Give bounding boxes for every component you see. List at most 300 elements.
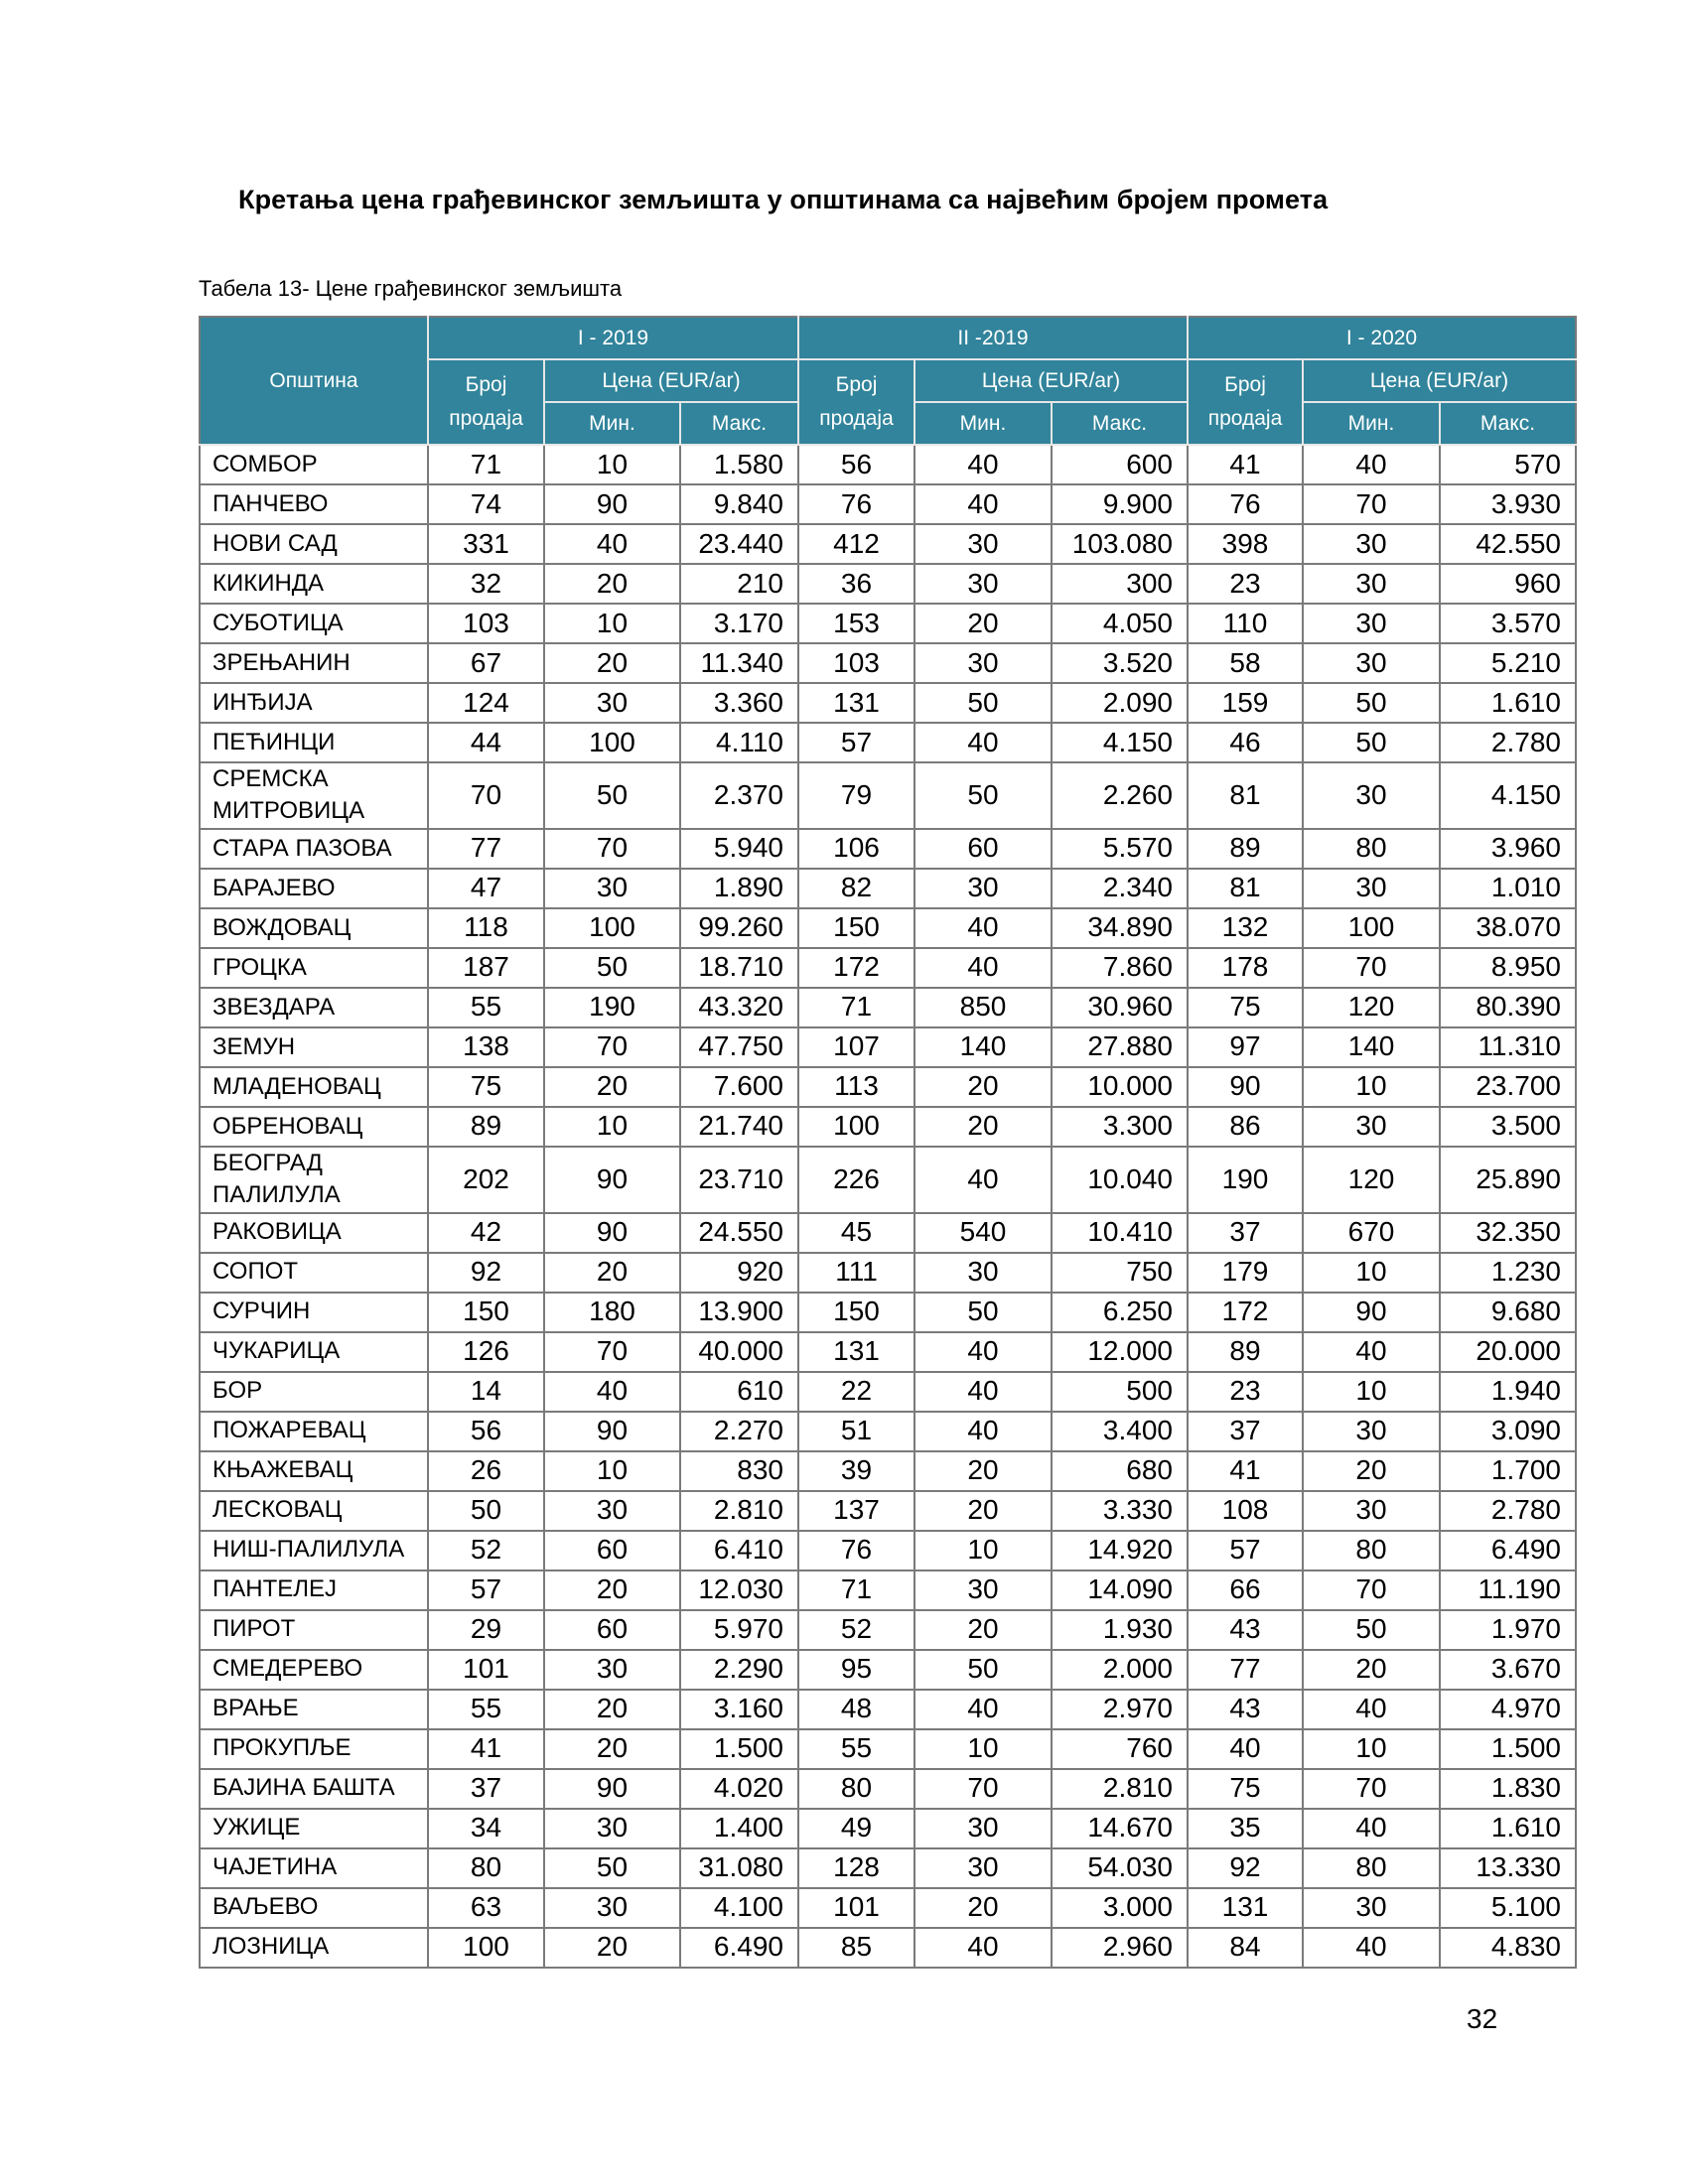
max-price-cell: 3.670 <box>1440 1650 1576 1690</box>
min-price-cell: 30 <box>544 869 680 908</box>
max-price-cell: 760 <box>1052 1729 1188 1769</box>
max-price-cell: 3.170 <box>680 604 798 643</box>
count-cell: 49 <box>798 1809 914 1848</box>
min-price-cell: 190 <box>544 988 680 1027</box>
max-price-cell: 6.410 <box>680 1531 798 1570</box>
count-cell: 80 <box>798 1769 914 1809</box>
count-cell: 124 <box>428 683 544 723</box>
municipality-name: СОПОТ <box>200 1253 428 1293</box>
table-row <box>200 1491 1576 1531</box>
min-price-cell: 10 <box>544 1451 680 1491</box>
count-cell: 29 <box>428 1610 544 1650</box>
count-cell: 26 <box>428 1451 544 1491</box>
max-price-cell: 9.900 <box>1052 484 1188 524</box>
page-number: 32 <box>1467 2003 1498 2034</box>
table-row <box>200 1412 1576 1451</box>
min-price-cell: 20 <box>544 1253 680 1293</box>
count-cell: 56 <box>798 445 914 484</box>
min-price-cell: 50 <box>914 762 1052 829</box>
count-cell: 41 <box>1188 1451 1303 1491</box>
count-cell: 47 <box>428 869 544 908</box>
min-price-cell: 670 <box>1303 1213 1440 1253</box>
min-price-cell: 540 <box>914 1213 1052 1253</box>
max-price-cell: 3.360 <box>680 683 798 723</box>
count-cell: 79 <box>798 762 914 829</box>
table-row <box>200 683 1576 723</box>
table-row <box>200 988 1576 1027</box>
max-price-cell: 103.080 <box>1052 524 1188 564</box>
max-price-cell: 38.070 <box>1440 908 1576 948</box>
table-row <box>200 1213 1576 1253</box>
min-price-cell: 70 <box>1303 948 1440 988</box>
min-price-cell: 30 <box>914 869 1052 908</box>
min-price-cell: 20 <box>914 604 1052 643</box>
table-caption: Табела 13- Цене грађевинског земљишта <box>199 276 623 301</box>
max-price-cell: 600 <box>1052 445 1188 484</box>
count-cell: 100 <box>428 1928 544 1968</box>
count-cell: 95 <box>798 1650 914 1690</box>
max-price-cell: 10.000 <box>1052 1067 1188 1107</box>
municipality-name: ПОЖАРЕВАЦ <box>200 1412 428 1451</box>
count-cell: 71 <box>798 988 914 1027</box>
table-row <box>200 1848 1576 1888</box>
min-price-cell: 20 <box>544 1690 680 1729</box>
min-price-cell: 50 <box>1303 1610 1440 1650</box>
count-cell: 75 <box>1188 988 1303 1027</box>
municipality-name: БОР <box>200 1372 428 1412</box>
section-title: Кретања цена грађевинског земљишта у општинама са највећим бројем промета <box>238 185 1329 214</box>
max-price-cell: 3.330 <box>1052 1491 1188 1531</box>
table-row <box>200 1332 1576 1372</box>
table-row <box>200 1690 1576 1729</box>
table-row <box>200 723 1576 762</box>
max-price-cell: 11.310 <box>1440 1027 1576 1067</box>
min-price-cell: 50 <box>1303 723 1440 762</box>
count-cell: 398 <box>1188 524 1303 564</box>
header-max-3: Макс. <box>1440 402 1576 445</box>
min-price-cell: 20 <box>544 564 680 604</box>
max-price-cell: 7.600 <box>680 1067 798 1107</box>
header-max-2: Макс. <box>1052 402 1188 445</box>
count-cell: 81 <box>1188 762 1303 829</box>
count-cell: 97 <box>1188 1027 1303 1067</box>
min-price-cell: 30 <box>914 643 1052 683</box>
count-cell: 138 <box>428 1027 544 1067</box>
count-cell: 137 <box>798 1491 914 1531</box>
count-cell: 74 <box>428 484 544 524</box>
max-price-cell: 1.930 <box>1052 1610 1188 1650</box>
max-price-cell: 3.160 <box>680 1690 798 1729</box>
min-price-cell: 20 <box>544 643 680 683</box>
count-cell: 51 <box>798 1412 914 1451</box>
count-cell: 57 <box>428 1570 544 1610</box>
table-row <box>200 948 1576 988</box>
max-price-cell: 3.930 <box>1440 484 1576 524</box>
max-price-cell: 14.670 <box>1052 1809 1188 1848</box>
count-cell: 58 <box>1188 643 1303 683</box>
min-price-cell: 90 <box>544 1213 680 1253</box>
min-price-cell: 30 <box>1303 762 1440 829</box>
max-price-cell: 830 <box>680 1451 798 1491</box>
header-min-1: Мин. <box>544 402 680 445</box>
max-price-cell: 2.960 <box>1052 1928 1188 1968</box>
max-price-cell: 2.970 <box>1052 1690 1188 1729</box>
min-price-cell: 30 <box>544 1809 680 1848</box>
max-price-cell: 4.100 <box>680 1888 798 1928</box>
max-price-cell: 24.550 <box>680 1213 798 1253</box>
table-row <box>200 1888 1576 1928</box>
header-period-2: II -2019 <box>798 317 1188 359</box>
municipality-name: ПРОКУПЉЕ <box>200 1729 428 1769</box>
min-price-cell: 60 <box>544 1531 680 1570</box>
max-price-cell: 43.320 <box>680 988 798 1027</box>
count-cell: 40 <box>1188 1729 1303 1769</box>
max-price-cell: 11.190 <box>1440 1570 1576 1610</box>
table-row <box>200 1729 1576 1769</box>
min-price-cell: 50 <box>914 1650 1052 1690</box>
min-price-cell: 10 <box>1303 1729 1440 1769</box>
count-cell: 190 <box>1188 1147 1303 1213</box>
min-price-cell: 60 <box>914 829 1052 869</box>
min-price-cell: 100 <box>1303 908 1440 948</box>
count-cell: 89 <box>1188 1332 1303 1372</box>
max-price-cell: 2.370 <box>680 762 798 829</box>
header-municipality: Општина <box>200 317 428 445</box>
min-price-cell: 70 <box>544 1332 680 1372</box>
min-price-cell: 30 <box>914 1570 1052 1610</box>
count-cell: 57 <box>798 723 914 762</box>
count-cell: 103 <box>798 643 914 683</box>
count-cell: 132 <box>1188 908 1303 948</box>
max-price-cell: 680 <box>1052 1451 1188 1491</box>
count-cell: 71 <box>428 445 544 484</box>
min-price-cell: 30 <box>544 1888 680 1928</box>
count-cell: 48 <box>798 1690 914 1729</box>
municipality-name: ОБРЕНОВАЦ <box>200 1107 428 1147</box>
max-price-cell: 7.860 <box>1052 948 1188 988</box>
min-price-cell: 40 <box>1303 1690 1440 1729</box>
count-cell: 412 <box>798 524 914 564</box>
count-cell: 187 <box>428 948 544 988</box>
table-row <box>200 445 1576 484</box>
min-price-cell: 70 <box>914 1769 1052 1809</box>
min-price-cell: 120 <box>1303 1147 1440 1213</box>
max-price-cell: 1.610 <box>1440 1809 1576 1848</box>
max-price-cell: 610 <box>680 1372 798 1412</box>
min-price-cell: 80 <box>1303 1531 1440 1570</box>
count-cell: 44 <box>428 723 544 762</box>
municipality-name: СМЕДЕРЕВО <box>200 1650 428 1690</box>
min-price-cell: 90 <box>544 1147 680 1213</box>
count-cell: 76 <box>798 1531 914 1570</box>
min-price-cell: 70 <box>544 1027 680 1067</box>
min-price-cell: 30 <box>914 1848 1052 1888</box>
min-price-cell: 10 <box>1303 1067 1440 1107</box>
municipality-name: ВРАЊЕ <box>200 1690 428 1729</box>
min-price-cell: 40 <box>914 1332 1052 1372</box>
min-price-cell: 40 <box>914 723 1052 762</box>
count-cell: 111 <box>798 1253 914 1293</box>
table-row <box>200 604 1576 643</box>
max-price-cell: 2.090 <box>1052 683 1188 723</box>
table-header <box>200 317 1576 445</box>
count-cell: 90 <box>1188 1067 1303 1107</box>
count-cell: 43 <box>1188 1610 1303 1650</box>
max-price-cell: 23.710 <box>680 1147 798 1213</box>
min-price-cell: 30 <box>1303 1491 1440 1531</box>
count-cell: 41 <box>1188 445 1303 484</box>
min-price-cell: 180 <box>544 1293 680 1332</box>
count-cell: 81 <box>1188 869 1303 908</box>
min-price-cell: 30 <box>1303 604 1440 643</box>
count-cell: 37 <box>1188 1412 1303 1451</box>
max-price-cell: 2.000 <box>1052 1650 1188 1690</box>
min-price-cell: 10 <box>914 1729 1052 1769</box>
min-price-cell: 20 <box>544 1729 680 1769</box>
table-row <box>200 1928 1576 1968</box>
min-price-cell: 70 <box>1303 1570 1440 1610</box>
count-cell: 42 <box>428 1213 544 1253</box>
max-price-cell: 1.500 <box>1440 1729 1576 1769</box>
count-cell: 92 <box>1188 1848 1303 1888</box>
count-cell: 55 <box>428 988 544 1027</box>
min-price-cell: 30 <box>914 1809 1052 1848</box>
min-price-cell: 40 <box>914 445 1052 484</box>
min-price-cell: 90 <box>544 1412 680 1451</box>
count-cell: 41 <box>428 1729 544 1769</box>
min-price-cell: 20 <box>544 1928 680 1968</box>
count-cell: 126 <box>428 1332 544 1372</box>
table-row <box>200 908 1576 948</box>
max-price-cell: 1.700 <box>1440 1451 1576 1491</box>
max-price-cell: 32.350 <box>1440 1213 1576 1253</box>
min-price-cell: 20 <box>914 1888 1052 1928</box>
min-price-cell: 30 <box>1303 564 1440 604</box>
count-cell: 89 <box>428 1107 544 1147</box>
max-price-cell: 47.750 <box>680 1027 798 1067</box>
min-price-cell: 40 <box>1303 1332 1440 1372</box>
max-price-cell: 23.440 <box>680 524 798 564</box>
count-cell: 63 <box>428 1888 544 1928</box>
max-price-cell: 2.810 <box>1052 1769 1188 1809</box>
header-price-3: Цена (EUR/ar) <box>1303 359 1576 402</box>
min-price-cell: 40 <box>544 1372 680 1412</box>
min-price-cell: 40 <box>544 524 680 564</box>
count-cell: 56 <box>428 1412 544 1451</box>
max-price-cell: 2.780 <box>1440 723 1576 762</box>
max-price-cell: 12.000 <box>1052 1332 1188 1372</box>
table-row <box>200 1067 1576 1107</box>
max-price-cell: 5.970 <box>680 1610 798 1650</box>
max-price-cell: 2.780 <box>1440 1491 1576 1531</box>
header-period-1: I - 2019 <box>428 317 798 359</box>
table-body <box>200 445 1576 1968</box>
header-max-1: Макс. <box>680 402 798 445</box>
count-cell: 110 <box>1188 604 1303 643</box>
count-cell: 55 <box>428 1690 544 1729</box>
min-price-cell: 30 <box>1303 643 1440 683</box>
header-count-2: Број продаја <box>798 359 914 445</box>
header-count-3: Број продаја <box>1188 359 1303 445</box>
count-cell: 100 <box>798 1107 914 1147</box>
max-price-cell: 1.940 <box>1440 1372 1576 1412</box>
max-price-cell: 2.810 <box>680 1491 798 1531</box>
table-row <box>200 869 1576 908</box>
min-price-cell: 70 <box>1303 1769 1440 1809</box>
min-price-cell: 30 <box>914 564 1052 604</box>
max-price-cell: 14.090 <box>1052 1570 1188 1610</box>
count-cell: 82 <box>798 869 914 908</box>
max-price-cell: 21.740 <box>680 1107 798 1147</box>
max-price-cell: 3.400 <box>1052 1412 1188 1451</box>
min-price-cell: 20 <box>544 1067 680 1107</box>
max-price-cell: 1.970 <box>1440 1610 1576 1650</box>
count-cell: 57 <box>1188 1531 1303 1570</box>
table-row <box>200 524 1576 564</box>
min-price-cell: 100 <box>544 908 680 948</box>
count-cell: 108 <box>1188 1491 1303 1531</box>
table-row <box>200 643 1576 683</box>
min-price-cell: 30 <box>1303 524 1440 564</box>
count-cell: 113 <box>798 1067 914 1107</box>
count-cell: 70 <box>428 762 544 829</box>
max-price-cell: 2.290 <box>680 1650 798 1690</box>
count-cell: 77 <box>1188 1650 1303 1690</box>
count-cell: 131 <box>798 683 914 723</box>
count-cell: 128 <box>798 1848 914 1888</box>
count-cell: 52 <box>428 1531 544 1570</box>
min-price-cell: 70 <box>1303 484 1440 524</box>
min-price-cell: 40 <box>914 1147 1052 1213</box>
municipality-name: НИШ-ПАЛИЛУЛА <box>200 1531 428 1570</box>
min-price-cell: 40 <box>914 1372 1052 1412</box>
max-price-cell: 23.700 <box>1440 1067 1576 1107</box>
count-cell: 23 <box>1188 1372 1303 1412</box>
count-cell: 46 <box>1188 723 1303 762</box>
max-price-cell: 500 <box>1052 1372 1188 1412</box>
min-price-cell: 850 <box>914 988 1052 1027</box>
header-min-2: Мин. <box>914 402 1052 445</box>
count-cell: 34 <box>428 1809 544 1848</box>
min-price-cell: 50 <box>914 1293 1052 1332</box>
count-cell: 226 <box>798 1147 914 1213</box>
count-cell: 66 <box>1188 1570 1303 1610</box>
count-cell: 35 <box>1188 1809 1303 1848</box>
min-price-cell: 40 <box>914 1690 1052 1729</box>
min-price-cell: 40 <box>1303 1928 1440 1968</box>
max-price-cell: 20.000 <box>1440 1332 1576 1372</box>
municipality-name: МЛАДЕНОВАЦ <box>200 1067 428 1107</box>
count-cell: 76 <box>798 484 914 524</box>
table-row <box>200 1809 1576 1848</box>
max-price-cell: 5.940 <box>680 829 798 869</box>
municipality-name: ЛЕСКОВАЦ <box>200 1491 428 1531</box>
max-price-cell: 4.830 <box>1440 1928 1576 1968</box>
max-price-cell: 920 <box>680 1253 798 1293</box>
count-cell: 75 <box>428 1067 544 1107</box>
count-cell: 331 <box>428 524 544 564</box>
count-cell: 37 <box>428 1769 544 1809</box>
max-price-cell: 1.890 <box>680 869 798 908</box>
min-price-cell: 30 <box>1303 869 1440 908</box>
count-cell: 131 <box>798 1332 914 1372</box>
count-cell: 23 <box>1188 564 1303 604</box>
min-price-cell: 50 <box>544 762 680 829</box>
municipality-name: ЗЕМУН <box>200 1027 428 1067</box>
min-price-cell: 60 <box>544 1610 680 1650</box>
header-period-3: I - 2020 <box>1188 317 1576 359</box>
min-price-cell: 10 <box>544 604 680 643</box>
count-cell: 84 <box>1188 1928 1303 1968</box>
count-cell: 80 <box>428 1848 544 1888</box>
count-cell: 172 <box>798 948 914 988</box>
municipality-name: БЕОГРАД ПАЛИЛУЛА <box>200 1147 428 1213</box>
max-price-cell: 750 <box>1052 1253 1188 1293</box>
min-price-cell: 140 <box>914 1027 1052 1067</box>
count-cell: 71 <box>798 1570 914 1610</box>
municipality-name: ЗВЕЗДАРА <box>200 988 428 1027</box>
count-cell: 14 <box>428 1372 544 1412</box>
table-row <box>200 1451 1576 1491</box>
table-row <box>200 1147 1576 1213</box>
max-price-cell: 6.490 <box>680 1928 798 1968</box>
table-row <box>200 1253 1576 1293</box>
count-cell: 159 <box>1188 683 1303 723</box>
count-cell: 103 <box>428 604 544 643</box>
min-price-cell: 100 <box>544 723 680 762</box>
count-cell: 202 <box>428 1147 544 1213</box>
min-price-cell: 10 <box>1303 1372 1440 1412</box>
municipality-name: ПИРОТ <box>200 1610 428 1650</box>
max-price-cell: 31.080 <box>680 1848 798 1888</box>
count-cell: 118 <box>428 908 544 948</box>
municipality-name: НОВИ САД <box>200 524 428 564</box>
max-price-cell: 12.030 <box>680 1570 798 1610</box>
count-cell: 37 <box>1188 1213 1303 1253</box>
max-price-cell: 25.890 <box>1440 1147 1576 1213</box>
count-cell: 179 <box>1188 1253 1303 1293</box>
max-price-cell: 4.150 <box>1440 762 1576 829</box>
min-price-cell: 30 <box>1303 1412 1440 1451</box>
municipality-name: ЛОЗНИЦА <box>200 1928 428 1968</box>
count-cell: 86 <box>1188 1107 1303 1147</box>
max-price-cell: 210 <box>680 564 798 604</box>
count-cell: 77 <box>428 829 544 869</box>
count-cell: 75 <box>1188 1769 1303 1809</box>
max-price-cell: 14.920 <box>1052 1531 1188 1570</box>
max-price-cell: 3.300 <box>1052 1107 1188 1147</box>
min-price-cell: 80 <box>1303 1848 1440 1888</box>
max-price-cell: 2.260 <box>1052 762 1188 829</box>
max-price-cell: 3.570 <box>1440 604 1576 643</box>
table-row <box>200 1372 1576 1412</box>
municipality-name: ПЕЋИНЦИ <box>200 723 428 762</box>
municipality-name: ЧАЈЕТИНА <box>200 1848 428 1888</box>
min-price-cell: 30 <box>544 1491 680 1531</box>
max-price-cell: 40.000 <box>680 1332 798 1372</box>
max-price-cell: 3.000 <box>1052 1888 1188 1928</box>
min-price-cell: 30 <box>1303 1107 1440 1147</box>
table-row <box>200 1027 1576 1067</box>
municipality-name: СТАРА ПАЗОВА <box>200 829 428 869</box>
max-price-cell: 1.400 <box>680 1809 798 1848</box>
max-price-cell: 11.340 <box>680 643 798 683</box>
max-price-cell: 5.100 <box>1440 1888 1576 1928</box>
max-price-cell: 99.260 <box>680 908 798 948</box>
max-price-cell: 10.410 <box>1052 1213 1188 1253</box>
count-cell: 92 <box>428 1253 544 1293</box>
count-cell: 52 <box>798 1610 914 1650</box>
